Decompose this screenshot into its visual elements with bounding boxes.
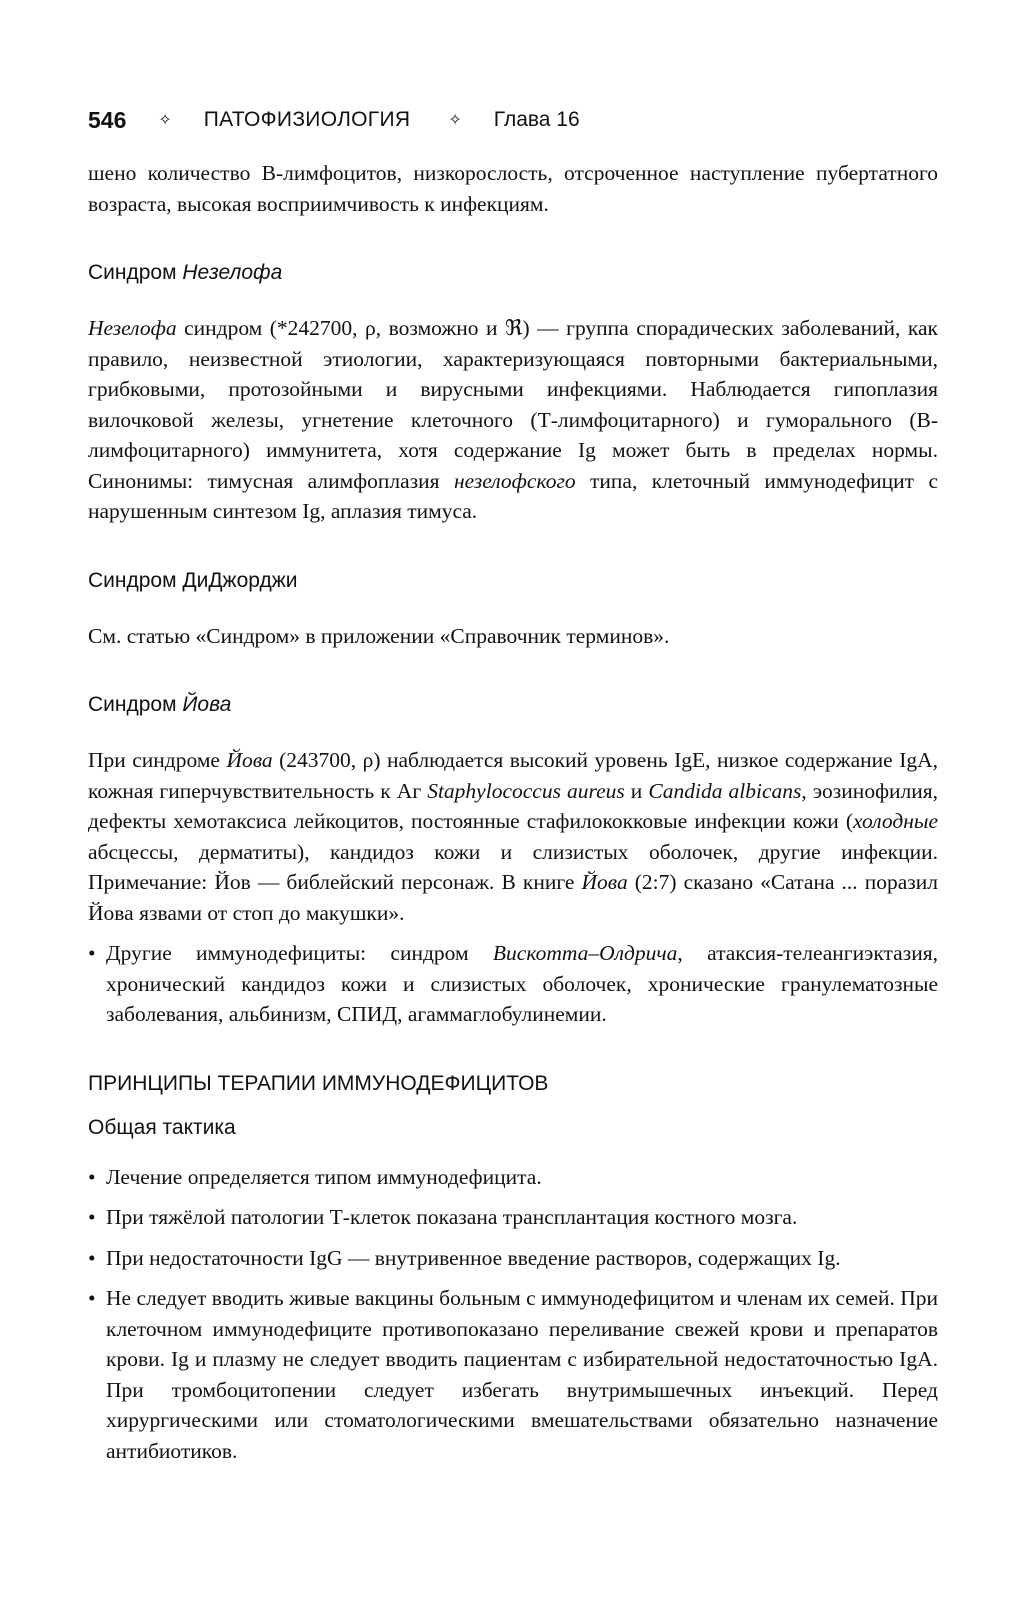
heading-prefix: Синдром bbox=[88, 693, 183, 716]
chapter-label: Глава 16 bbox=[493, 108, 580, 131]
text-run: синдром (*242700, ρ, возможно и ℜ) — группа спорадических заболеваний, как правило, неизвестной этиологии, характеризующаяся повторными бактериальными, грибковыми, протозойными и вирусными инфекциями. Наблюдается гипоплазия вилочковой железы, угнетение клеточного (Т-лимфоцитарного) и гуморального (В-лимфоцитарного) иммунитета, хотя содержание Ig может быть в пределах нормы. Синонимы: тимусная алимфоплазия bbox=[88, 316, 938, 493]
text-run: типа, клеточный иммунодефицит с нарушенным синтезом Ig, аплазия тимуса. bbox=[88, 468, 938, 523]
italic-term: Йова bbox=[226, 748, 273, 772]
page-number: 546 bbox=[88, 106, 127, 133]
italic-term: Вискотта–Олдрича bbox=[492, 941, 678, 965]
list-item-text: При недостаточности IgG — внутривенное введение растворов, содержащих Ig. bbox=[106, 1245, 841, 1270]
heading-job bbox=[88, 691, 938, 719]
text-run: , эозинофилия, дефекты хемотаксиса лейкоцитов, постоянные стафилококковые инфекции кожи ( bbox=[88, 778, 939, 833]
heading-nezelof bbox=[88, 259, 938, 287]
list-item-text: Не следует вводить живые вакцины больным с иммунодефицитом и членам их семей. При клеточном иммунодефиците противопоказано переливание свежей крови и препаратов крови. Ig и плазму не следует вводить пациентам с избирательной недостаточностью IgA. При тромбоцитопении следует избегать внутримышечных инъекций. Перед хирургическими или стоматологическими вмешательствами обязательно назначение антибиотиков. bbox=[106, 1286, 938, 1463]
list-item-text: Лечение определяется типом иммунодефицита. bbox=[106, 1164, 542, 1189]
list-item-text: При тяжёлой патологии Т-клеток показана трансплантация костного мозга. bbox=[106, 1205, 798, 1229]
heading-digeorge: Синдром ДиДжорджи bbox=[88, 568, 298, 592]
running-header bbox=[88, 100, 938, 140]
heading-italic: Йова bbox=[182, 693, 232, 716]
text-run: и bbox=[624, 778, 649, 803]
book-title: ПАТОФИЗИОЛОГИЯ bbox=[203, 108, 411, 131]
subheading-general-tactics: Общая тактика bbox=[88, 1115, 236, 1139]
list-item bbox=[88, 1162, 938, 1193]
italic-term: Йова bbox=[581, 870, 628, 894]
italic-term: Незелофа bbox=[88, 316, 177, 340]
bullet-icon: • bbox=[88, 1205, 96, 1229]
text-run: абсцессы, дерматиты), кандидоз кожи и слизистых оболочек, другие инфекции. Примечание: Йов — библейский персонаж. В книге bbox=[88, 839, 938, 894]
text-run: Другие иммунодефициты: синдром bbox=[106, 941, 493, 965]
list-item bbox=[88, 1202, 938, 1233]
bullet-icon: • bbox=[88, 1286, 96, 1310]
italic-term: холодные bbox=[853, 809, 938, 833]
heading-prefix: Синдром bbox=[88, 261, 183, 284]
italic-term: незелофского bbox=[453, 468, 576, 493]
intro-paragraph: шено количество В-лимфоцитов, низкорослость, отсроченное наступление пубертатного возраста, высокая восприимчивость к инфекциям. bbox=[88, 161, 938, 216]
page bbox=[88, 100, 938, 1466]
heading-therapy: ПРИНЦИПЫ ТЕРАПИИ ИММУНОДЕФИЦИТОВ bbox=[88, 1071, 549, 1095]
italic-term: Staphylococcus aureus bbox=[427, 778, 625, 803]
diamond-icon: ✧ bbox=[448, 112, 462, 129]
bullet-icon: • bbox=[88, 941, 96, 965]
therapy-list bbox=[88, 1162, 938, 1467]
bullet-text bbox=[106, 938, 938, 1030]
text-run: (243700, ρ) наблюдается высокий уровень IgE, низкое содержание IgA, кожная гиперчувствительность к Аг bbox=[88, 748, 939, 803]
diamond-icon: ✧ bbox=[158, 112, 172, 129]
list-item bbox=[88, 1283, 938, 1466]
text-run: При синдроме bbox=[88, 748, 227, 772]
paragraph-digeorge: См. статью «Синдром» в приложении «Справочник терминов». bbox=[88, 623, 670, 648]
paragraph-nezelof bbox=[88, 313, 938, 527]
bullet-icon: • bbox=[88, 1245, 96, 1270]
heading-italic: Незелофа bbox=[182, 261, 283, 284]
list-item bbox=[88, 1243, 938, 1274]
paragraph-job bbox=[88, 745, 938, 928]
list-item bbox=[88, 938, 938, 1030]
text-run: , атаксия-телеангиэктазия, хронический кандидоз кожи и слизистых оболочек, хронические гранулематозные заболевания, альбинизм, СПИД, агаммаглобулинемии. bbox=[106, 941, 938, 1026]
text-run: (2:7) сказано «Сатана ... поразил Йова язвами от стоп до макушки». bbox=[88, 870, 939, 925]
italic-term: Candida albicans bbox=[648, 778, 802, 803]
bullet-icon: • bbox=[88, 1164, 96, 1189]
